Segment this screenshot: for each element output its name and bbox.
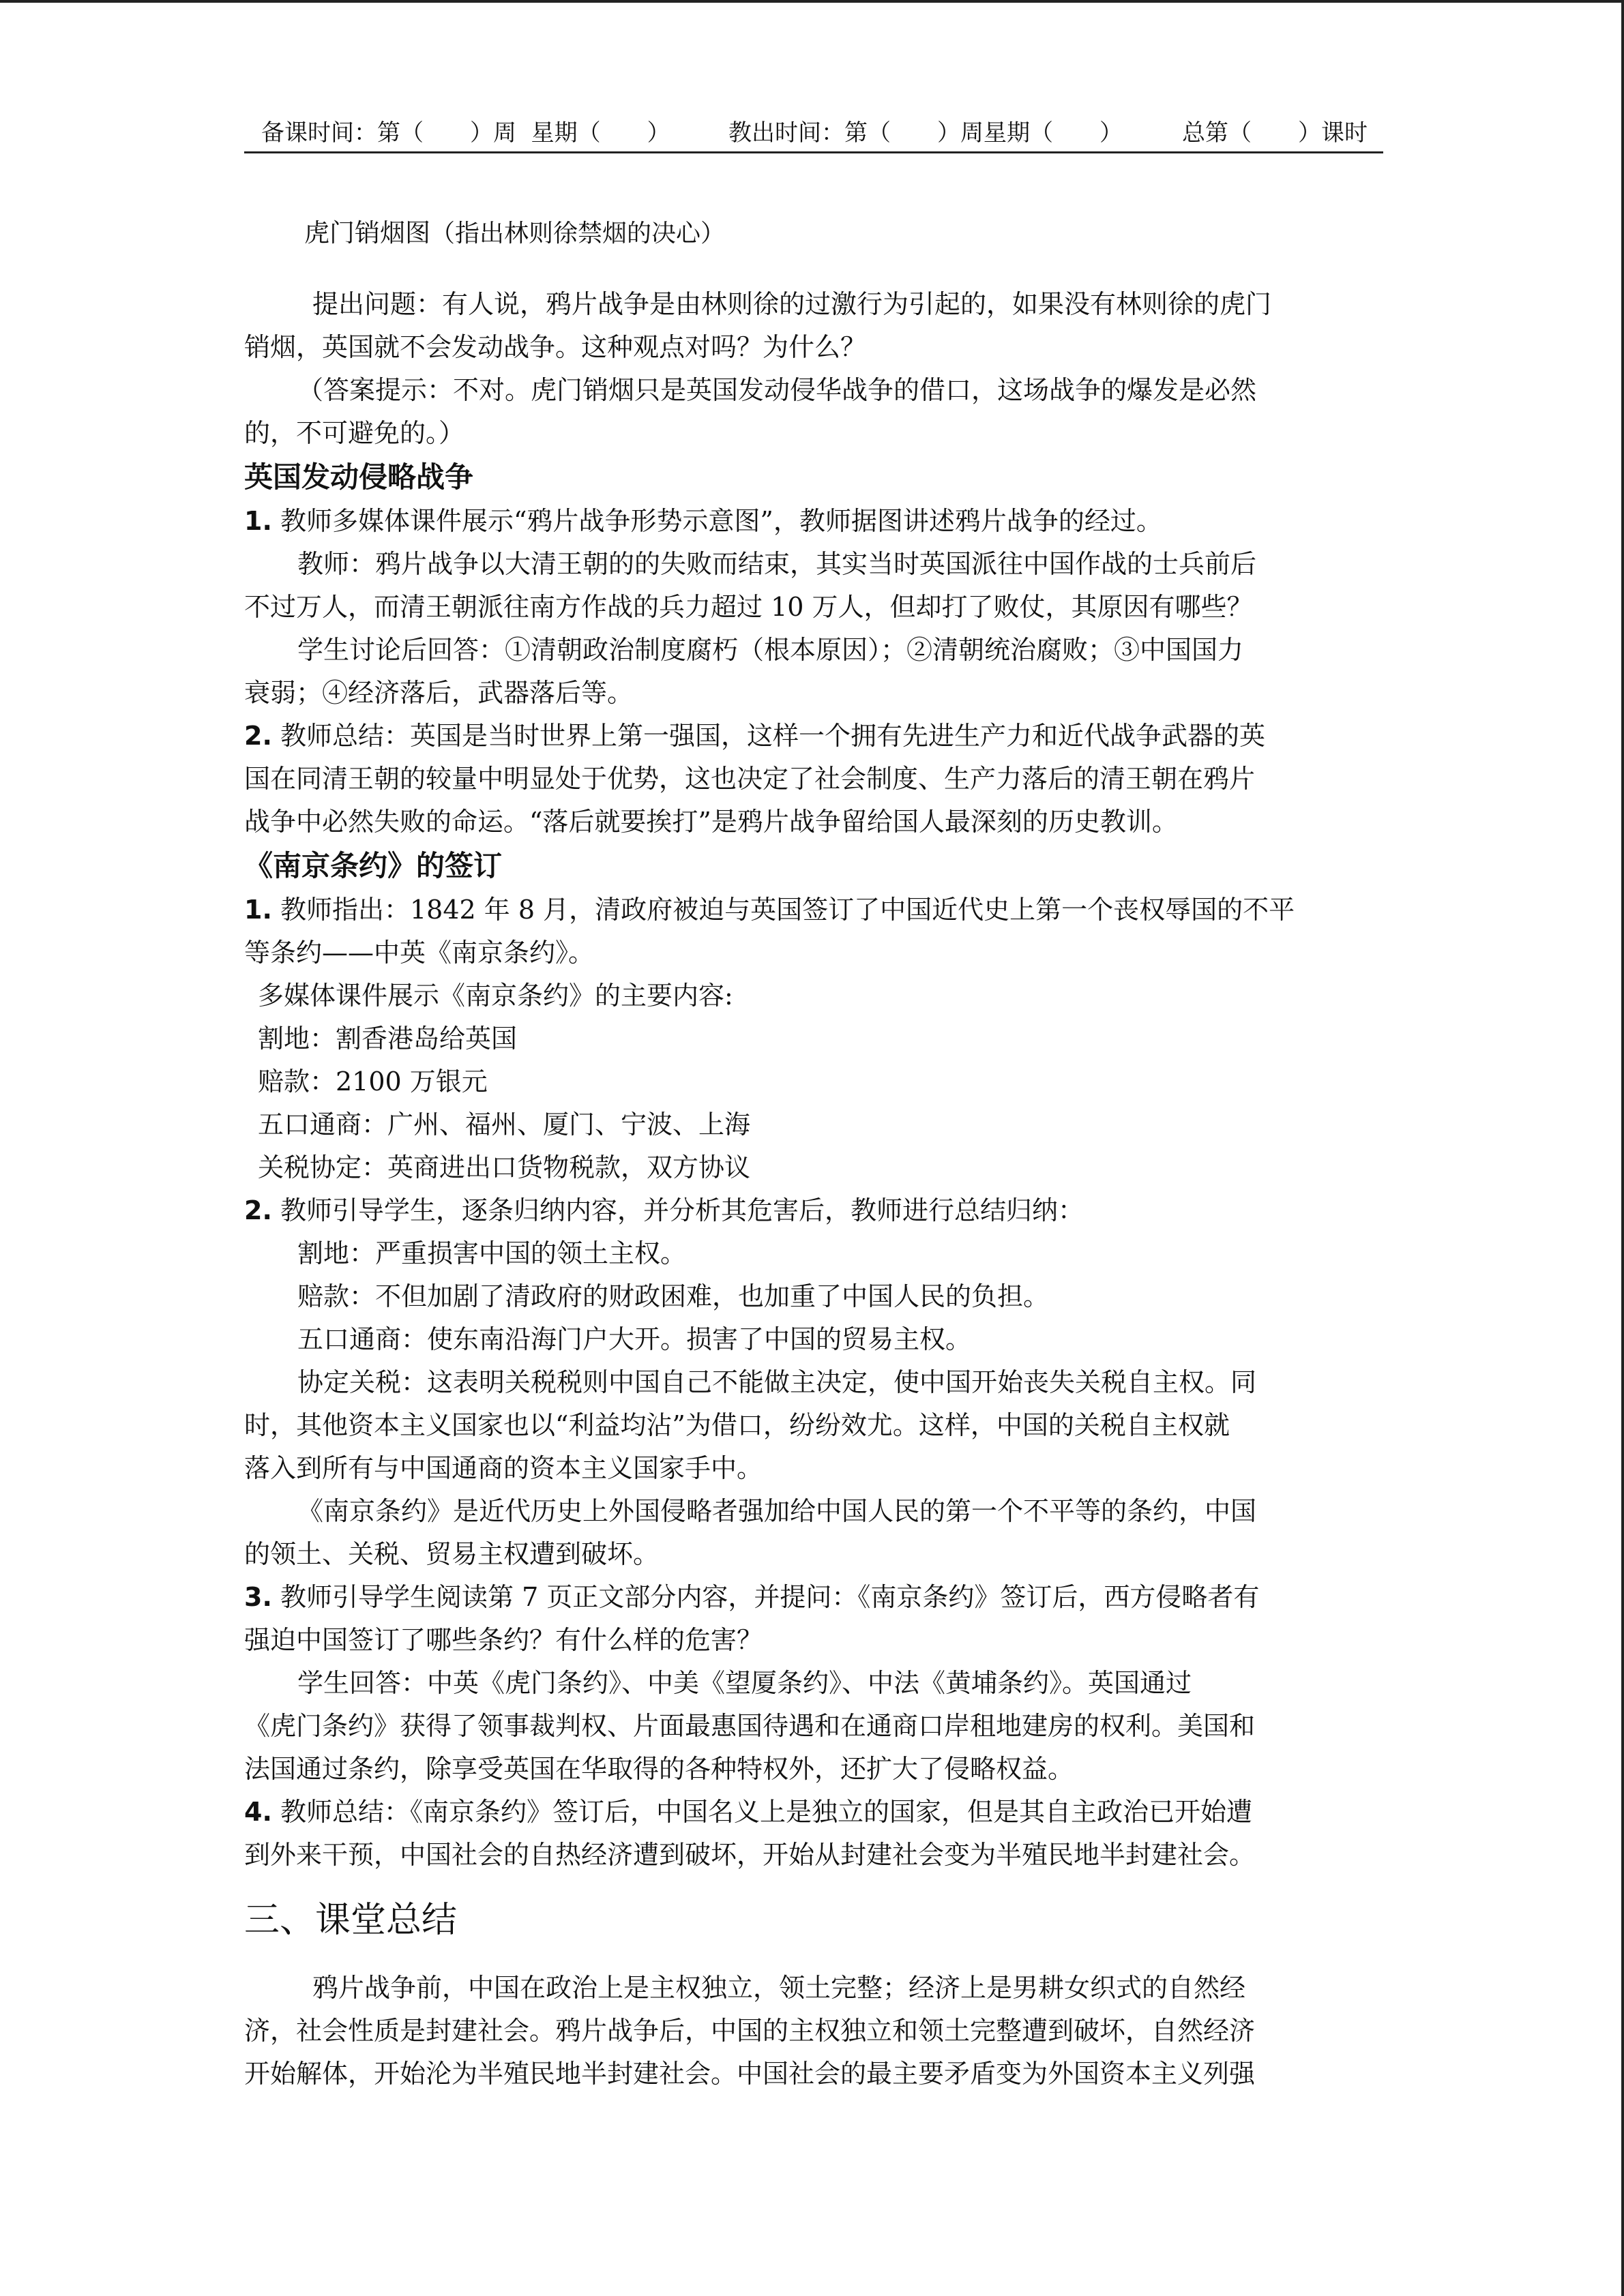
war-item-2-line: 战争中必然失败的命运。“落后就要挨打”是鸦片战争留给国人最深刻的历史教训。 xyxy=(244,807,1178,837)
item-number: 1. xyxy=(244,506,272,536)
item-number: 4. xyxy=(244,1797,272,1827)
war-item-1 xyxy=(244,500,1378,543)
page-header xyxy=(244,115,1383,153)
treaty-item-4-line: 到外来干预，中国社会的自热经济遭到破坏，开始从封建社会变为半殖民地半封建社会。 xyxy=(244,1840,1256,1870)
conclusion-heading: 三、课堂总结 xyxy=(244,1900,458,1941)
item-number: 3. xyxy=(244,1582,272,1612)
answer-line: （答案提示：不对。虎门销烟只是英国发动侵华战争的借口，这场战争的爆发是必然 xyxy=(297,375,1257,405)
treaty-item-3-line: 强迫中国签订了哪些条约？有什么样的危害？ xyxy=(244,1625,763,1655)
war-teacher-line: 教师：鸦片战争以大清王朝的的失败而结束，其实当时英国派往中国作战的士兵前后 xyxy=(297,549,1257,579)
tariff-line: 协定关税：这表明关税税则中国自己不能做主决定，使中国开始丧失关税自主权。同 xyxy=(297,1367,1257,1397)
teach-time-label: 教出时间：第（ ）周星期（ ） xyxy=(728,119,1123,147)
treaty-content-item: 割地：割香港岛给英国 xyxy=(258,1024,518,1054)
treaty-item-1-line: 等条约——中英《南京条约》。 xyxy=(244,938,595,968)
item-text: 教师指出：1842 年 8 月，清政府被迫与英国签订了中国近代史上第一个丧权辱国的不平 xyxy=(280,895,1295,925)
treaty-heading: 《南京条约》的签订 xyxy=(244,849,503,882)
item-number: 2. xyxy=(244,721,272,751)
treaty-student-line: 法国通过条约，除享受英国在华取得的各种特权外，还扩大了侵略权益。 xyxy=(244,1754,1074,1784)
treaty-analysis-line: 赔款：不但加剧了清政府的财政困难，也加重了中国人民的负担。 xyxy=(297,1281,1050,1311)
caption-title: 虎门销烟图 xyxy=(304,218,430,248)
treaty-content-item: 赔款：2100 万银元 xyxy=(258,1067,488,1097)
caption-note: （指出林则徐禁烟的决心） xyxy=(430,220,726,248)
war-teacher-line: 不过万人，而清王朝派往南方作战的兵力超过 10 万人，但却打了败仗，其原因有哪些？ xyxy=(244,592,1253,622)
conclusion-line: 开始解体，开始沦为半殖民地半封建社会。中国社会的最主要矛盾变为外国资本主义列强 xyxy=(244,2059,1256,2089)
treaty-content-item: 五口通商：广州、福州、厦门、宁波、上海 xyxy=(258,1109,751,1139)
tariff-line: 落入到所有与中国通商的资本主义国家手中。 xyxy=(244,1453,763,1483)
treaty-content-intro: 多媒体课件展示《南京条约》的主要内容: xyxy=(258,981,733,1011)
conclusion-line: 鸦片战争前，中国在政治上是主权独立，领土完整；经济上是男耕女织式的自然经 xyxy=(312,1973,1246,2003)
war-item-2-line: 国在同清王朝的较量中明显处于优势，这也决定了社会制度、生产力落后的清王朝在鸦片 xyxy=(244,764,1256,794)
war-heading: 英国发动侵略战争 xyxy=(244,460,474,494)
treaty-analysis-line: 五口通商：使东南沿海门户大开。损害了中国的贸易主权。 xyxy=(297,1324,972,1354)
war-student-line: 学生讨论后回答：①清朝政治制度腐朽（根本原因）；②清朝统治腐败；③中国国力 xyxy=(297,635,1244,665)
item-number: 2. xyxy=(244,1195,272,1225)
document-body xyxy=(244,211,1378,2096)
total-lesson-label: 总第（ ）课时 xyxy=(1182,119,1368,147)
item-text: 教师多媒体课件展示“鸦片战争形势示意图”，教师据图讲述鸦片战争的经过。 xyxy=(280,506,1162,536)
item-number: 1. xyxy=(244,895,272,925)
question-line: 销烟，英国就不会发动战争。这种观点对吗？为什么？ xyxy=(244,332,867,362)
treaty-summary-line: 《南京条约》是近代历史上外国侵略者强加给中国人民的第一个不平等的条约，中国 xyxy=(297,1496,1257,1526)
treaty-student-line: 学生回答：中英《虎门条约》、中美《望厦条约》、中法《黄埔条约》。英国通过 xyxy=(297,1668,1192,1698)
item-text: 教师总结：英国是当时世界上第一强国，这样一个拥有先进生产力和近代战争武器的英 xyxy=(280,721,1265,751)
item-text: 教师引导学生阅读第 7 页正文部分内容，并提问：《南京条约》签订后，西方侵略者有 xyxy=(280,1582,1260,1612)
prep-time-label: 备课时间：第（ ）周 星期（ ） xyxy=(261,119,670,147)
treaty-item-1 xyxy=(244,889,1378,931)
question-line: 提出问题：有人说，鸦片战争是由林则徐的过激行为引起的，如果没有林则徐的虎门 xyxy=(312,289,1272,319)
item-text: 教师引导学生，逐条归纳内容，并分析其危害后，教师进行总结归纳： xyxy=(280,1195,1084,1225)
figure-caption xyxy=(244,211,1378,254)
treaty-item-2 xyxy=(244,1189,1378,1232)
treaty-item-3 xyxy=(244,1576,1378,1619)
war-student-line: 衰弱；④经济落后，武器落后等。 xyxy=(244,678,634,708)
conclusion-line: 济，社会性质是封建社会。鸦片战争后，中国的主权独立和领土完整遭到破坏，自然经济 xyxy=(244,2016,1256,2046)
item-text: 教师总结：《南京条约》签订后，中国名义上是独立的国家，但是其自主政治已开始遭 xyxy=(280,1797,1252,1827)
treaty-item-4 xyxy=(244,1791,1378,1834)
war-item-2 xyxy=(244,715,1378,758)
treaty-summary-line: 的领土、关税、贸易主权遭到破坏。 xyxy=(244,1539,660,1569)
tariff-line: 时，其他资本主义国家也以“利益均沾”为借口，纷纷效尤。这样，中国的关税自主权就 xyxy=(244,1410,1230,1440)
answer-line: 的，不可避免的。） xyxy=(244,418,465,448)
treaty-student-line: 《虎门条约》获得了领事裁判权、片面最惠国待遇和在通商口岸租地建房的权利。美国和 xyxy=(244,1711,1256,1741)
treaty-analysis-line: 割地：严重损害中国的领土主权。 xyxy=(297,1238,687,1268)
treaty-content-item: 关税协定：英商进出口货物税款，双方协议 xyxy=(258,1152,751,1182)
